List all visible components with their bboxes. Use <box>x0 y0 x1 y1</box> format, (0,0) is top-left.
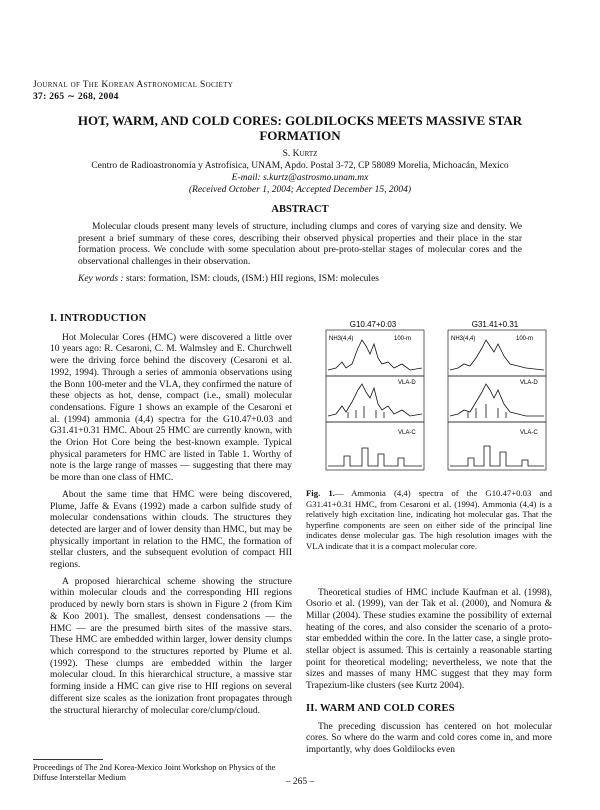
keywords-text: stars: formation, ISM: clouds, (ISM:) HII regions, ISM: molecules <box>125 274 379 284</box>
spectrum-panel-right <box>448 320 546 470</box>
panel-right-spectrum-100m <box>450 340 544 370</box>
figure-1-caption-label: Fig. 1. <box>306 488 335 498</box>
panel-left-spectrum-vlad <box>328 384 422 416</box>
panel-right-100m-label: 100-m <box>516 336 534 342</box>
page-number: – 265 – <box>285 777 315 787</box>
right-paragraph-1: Theoretical studies of HMC include Kaufman et al. (1998), Osorio et al. (1999), van der Tak et al. (2000), and Nomura & Millar (2004). These studies examine the possibility of external heating of the cores, and also consider the scenario of a proto-star embedded within the core. In the latter case, a single proto-stellar object is assumed. This is certainly a reasonable starting point for theoretical modeling; nevertheless, we note that the sizes and masses of many HMC suggest that they may form Trapezium-like clusters (see Kurtz 2004). <box>306 587 552 692</box>
panel-right-spectrum-vlac <box>450 446 544 466</box>
panel-left-spectrum-100m <box>328 340 422 370</box>
keywords <box>78 273 522 285</box>
figure-1-caption-text: — Ammonia (4,4) spectra of the G10.47+0.03 and G31.41+0.31 HMC, from Cesaroni et al. (1994). Ammonia (4,4) is a relatively high excitation line, indicating hot molecular gas. That the hyperfine components are seen on either side of the principal line indicates dense molecular gas. The high resolution images with the VLA indicate that it is a compact molecular core. <box>306 488 552 551</box>
paper-title: HOT, WARM, AND COLD CORES: GOLDILOCKS MEETS MASSIVE STAR FORMATION <box>77 113 523 143</box>
abstract-heading: ABSTRACT <box>271 204 329 215</box>
panel-right-vlac-label: VLA-C <box>520 430 538 436</box>
figure-1-spectra <box>318 318 550 478</box>
panel-left-title: G10.47+0.03 <box>349 320 397 329</box>
footnote-rule <box>33 759 103 760</box>
panel-right-line-label: NH3(4,4) <box>451 336 476 342</box>
keywords-label: Key words : <box>78 274 124 284</box>
panel-left-line-label: NH3(4,4) <box>329 336 354 342</box>
journal-citation: 37: 265 ∼ 268, 2004 <box>33 92 119 102</box>
panel-left-vlad-label: VLA-D <box>398 380 416 386</box>
section-warm-cold-heading: II. WARM AND COLD CORES <box>306 702 455 714</box>
affiliation-block <box>20 160 580 196</box>
section-introduction-heading: I. INTRODUCTION <box>50 313 147 324</box>
left-column <box>50 313 292 717</box>
spectrum-panel-left <box>326 320 424 470</box>
panel-left-spectrum-vlac <box>328 448 422 466</box>
abstract-text: Molecular clouds present many levels of structure, including clumps and cores of varying size and density. We present a brief summary of these cores, describing their observed physical properties and their place in the star formation process. We conclude with some speculation about pre-proto-stellar stages of molecular cores and the observational challenges in their observation. <box>78 222 522 267</box>
right-column <box>306 488 552 757</box>
panel-right-title: G31.41+0.31 <box>471 320 519 329</box>
right-paragraph-2: The preceding discussion has centered on hot molecular cores. So where do the warm and cold cores come in, and more importantly, why does Goldilocks even <box>306 721 552 755</box>
intro-paragraph-2: About the same time that HMC were being discovered, Plume, Jaffe & Evans (1992) made a carbon sulfide study of molecular condensations within clouds. The structures they detected are larger and of lower density than HMC, but may be physically important in relation to the HMC, the formation of stellar clusters, and the subsequent evolution of compact HII regions. <box>50 489 292 571</box>
panel-left-vlac-label: VLA-C <box>398 430 416 436</box>
intro-paragraph-1: Hot Molecular Cores (HMC) were discovered a little over 10 years ago: R. Cesaroni, C. M. Walmsley and E. Churchwell were the driving force behind the discovery (Cesaroni et al. 1992, 1994). Through a series of ammonia observations using the Bonn 100-meter and the VLA, they confirmed the nature of these objects as hot, dense, compact (i.e., small) molecular condensations. Figure 1 shows an example of the Cesaroni et al. (1994) ammonia (4,4) spectra for the G10.47+0.03 and G31.41+0.31 HMC. About 25 HMC are currently known, with the Orion Hot Core being the best-known example. Typical physical parameters for HMC are listed in Table 1. Worthy of note is the large range of masses — suggesting that there may be more than one class of HMC. <box>50 332 292 484</box>
panel-left-100m-label: 100-m <box>394 336 412 342</box>
email: E-mail: s.kurtz@astrosmo.unam.mx <box>231 173 369 183</box>
author: S. Kurtz <box>282 149 318 159</box>
figure-1-caption <box>306 488 552 552</box>
footnote: Proceedings of The 2nd Korea-Mexico Joint Workshop on Physics of the Diffuse Interstellar Medium <box>33 763 276 782</box>
journal-name: Journal of The Korean Astronomical Society <box>33 80 234 90</box>
intro-paragraph-3: A proposed hierarchical scheme showing the structure within molecular clouds and the corresponding HII regions produced by newly born stars is shown in Figure 2 (from Kim & Koo 2001). The smallest, densest condensations — the HMC — are the presumed birth sites of the massive stars. These HMC are embedded within larger, lower density clumps which correspond to the structures reported by Plume et al. (1992). These clumps are embedded within the larger molecular cloud. In this hierarchical structure, a massive star forming inside a HMC can give rise to HII regions on several different size scales as the ionization front propagates through the structural hierarchy of molecular core/clump/cloud. <box>50 576 292 716</box>
panel-right-spectrum-vlad <box>450 384 544 416</box>
journal-header <box>33 79 233 103</box>
received-dates: (Received October 1, 2004; Accepted December 15, 2004) <box>188 185 412 195</box>
panel-right-vlad-label: VLA-D <box>520 380 538 386</box>
affiliation: Centro de Radioastronomía y Astrofísica, UNAM, Apdo. Postal 3-72, CP 58089 Morelia, Michoacán, Mexico <box>91 161 509 171</box>
